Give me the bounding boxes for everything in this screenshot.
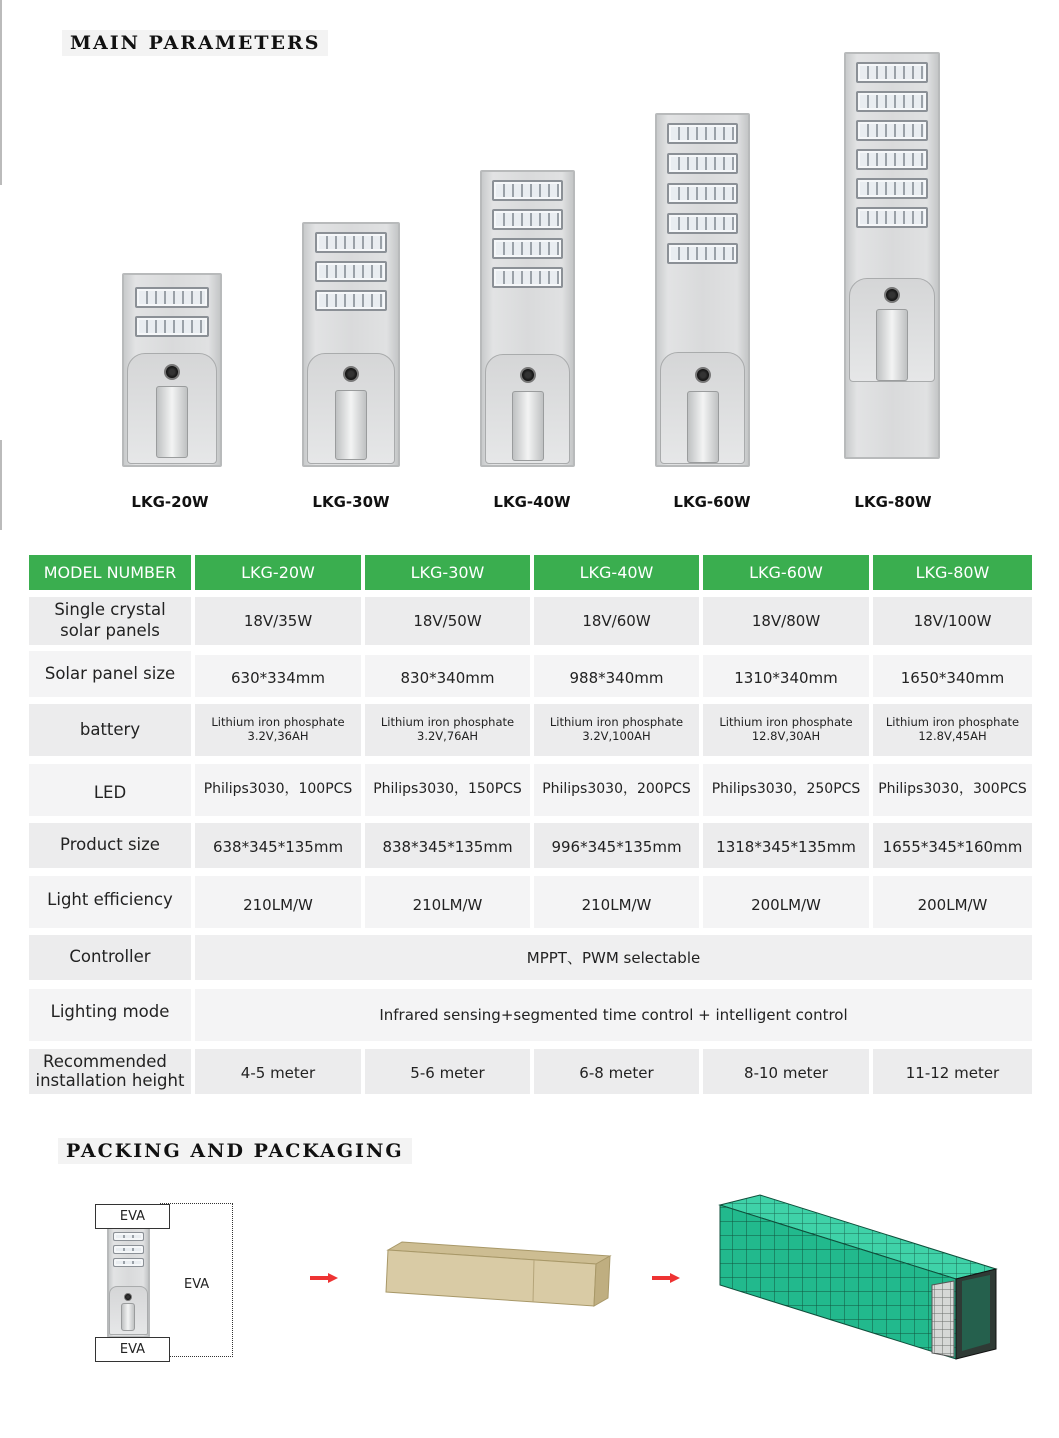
arrow-right-icon [310, 1274, 340, 1282]
battery-type: Lithium iron phosphate [885, 715, 1020, 730]
battery-spec: 3.2V,36AH [247, 729, 309, 743]
table-cell: 630*334mm [195, 655, 361, 697]
table-cell: 18V/100W [873, 597, 1032, 645]
table-cell [873, 704, 1032, 756]
row-label-line: Single crystal [54, 600, 166, 620]
table-cell [703, 704, 869, 756]
table-header-model-number: MODEL NUMBER [29, 555, 191, 590]
table-cell: 18V/35W [195, 597, 361, 645]
table-cell: 996*345*135mm [534, 823, 699, 868]
table-cell: 988*340mm [534, 655, 699, 697]
table-cell: 4-5 meter [195, 1049, 361, 1094]
table-row-label-panel-size: Solar panel size [29, 651, 191, 697]
eva-top-label: EVA [95, 1204, 170, 1229]
table-cell: 5-6 meter [365, 1049, 530, 1094]
row-label-line: installation height [35, 1070, 185, 1090]
table-header-cell: LKG-20W [195, 555, 361, 590]
edge-mark [0, 440, 2, 530]
table-cell: 1650*340mm [873, 655, 1032, 697]
table-cell: 210LM/W [195, 876, 361, 928]
table-cell: 18V/60W [534, 597, 699, 645]
battery-type: Lithium iron phosphate [211, 715, 345, 730]
edge-mark [0, 0, 2, 185]
table-row-label-controller: Controller [29, 935, 191, 980]
battery-type: Lithium iron phosphate [719, 715, 853, 730]
lamp-image-40w [480, 170, 575, 467]
model-label-40w: LKG-40W [493, 493, 571, 511]
foam-stack-image [718, 1193, 998, 1361]
battery-type: Lithium iron phosphate [549, 715, 684, 730]
table-cell: 1318*345*135mm [703, 823, 869, 868]
battery-spec: 12.8V,30AH [751, 729, 821, 743]
lamp-image-30w [302, 222, 400, 467]
row-label-line: solar panels [60, 621, 160, 640]
table-cell: 838*345*135mm [365, 823, 530, 868]
packed-lamp-image [107, 1226, 150, 1338]
table-cell: 8-10 meter [703, 1049, 869, 1094]
table-cell [534, 704, 699, 756]
table-row-label-product-size: Product size [29, 823, 191, 868]
battery-type: Lithium iron phosphate [380, 715, 515, 730]
table-cell: 18V/80W [703, 597, 869, 645]
table-row-label-solar-panels [29, 597, 191, 645]
table-cell: Philips3030，200PCS [534, 764, 699, 816]
table-header-cell: LKG-30W [365, 555, 530, 590]
table-cell: 830*340mm [365, 655, 530, 697]
table-cell: 11-12 meter [873, 1049, 1032, 1094]
table-cell: 1655*345*160mm [873, 823, 1032, 868]
carton-box-image [384, 1240, 614, 1312]
table-cell-wide: MPPT、PWM selectable [195, 935, 1032, 980]
lamp-image-60w [655, 113, 750, 467]
battery-spec: 3.2V,100AH [582, 729, 651, 743]
table-cell: 638*345*135mm [195, 823, 361, 868]
table-header-cell: LKG-40W [534, 555, 699, 590]
lamp-image-80w [844, 52, 940, 459]
eva-bottom-label: EVA [95, 1337, 170, 1362]
row-label-line: Recommended [43, 1051, 167, 1071]
model-label-80w: LKG-80W [854, 493, 932, 511]
table-cell [195, 704, 361, 756]
table-cell: Philips3030，100PCS [195, 764, 361, 816]
model-label-30w: LKG-30W [312, 493, 390, 511]
table-cell: Philips3030，250PCS [703, 764, 869, 816]
table-cell: Philips3030，300PCS [873, 764, 1032, 816]
battery-spec: 12.8V,45AH [918, 729, 987, 743]
main-parameters-title: MAIN PARAMETERS [62, 30, 328, 56]
table-cell: 200LM/W [703, 876, 869, 928]
table-cell: 18V/50W [365, 597, 530, 645]
arrow-right-icon [652, 1274, 682, 1282]
table-cell: 200LM/W [873, 876, 1032, 928]
table-header-cell: LKG-60W [703, 555, 869, 590]
table-row-label-led: LED [29, 764, 191, 816]
table-header-cell: LKG-80W [873, 555, 1032, 590]
eva-side-label: EVA [184, 1277, 210, 1292]
table-row-label-efficiency: Light efficiency [29, 876, 191, 928]
model-label-20w: LKG-20W [131, 493, 209, 511]
table-cell-wide: Infrared sensing+segmented time control + intelligent control [195, 989, 1032, 1041]
model-label-60w: LKG-60W [673, 493, 751, 511]
table-row-label-lighting-mode: Lighting mode [29, 989, 191, 1041]
table-cell [365, 704, 530, 756]
packing-title: PACKING AND PACKAGING [58, 1138, 412, 1164]
table-row-label-battery: battery [29, 704, 191, 756]
table-cell: Philips3030，150PCS [365, 764, 530, 816]
lamp-image-20w [122, 273, 222, 467]
table-cell: 210LM/W [534, 876, 699, 928]
battery-spec: 3.2V,76AH [417, 729, 478, 743]
table-row-label-height [29, 1049, 191, 1094]
table-cell: 210LM/W [365, 876, 530, 928]
table-cell: 1310*340mm [703, 655, 869, 697]
table-cell: 6-8 meter [534, 1049, 699, 1094]
